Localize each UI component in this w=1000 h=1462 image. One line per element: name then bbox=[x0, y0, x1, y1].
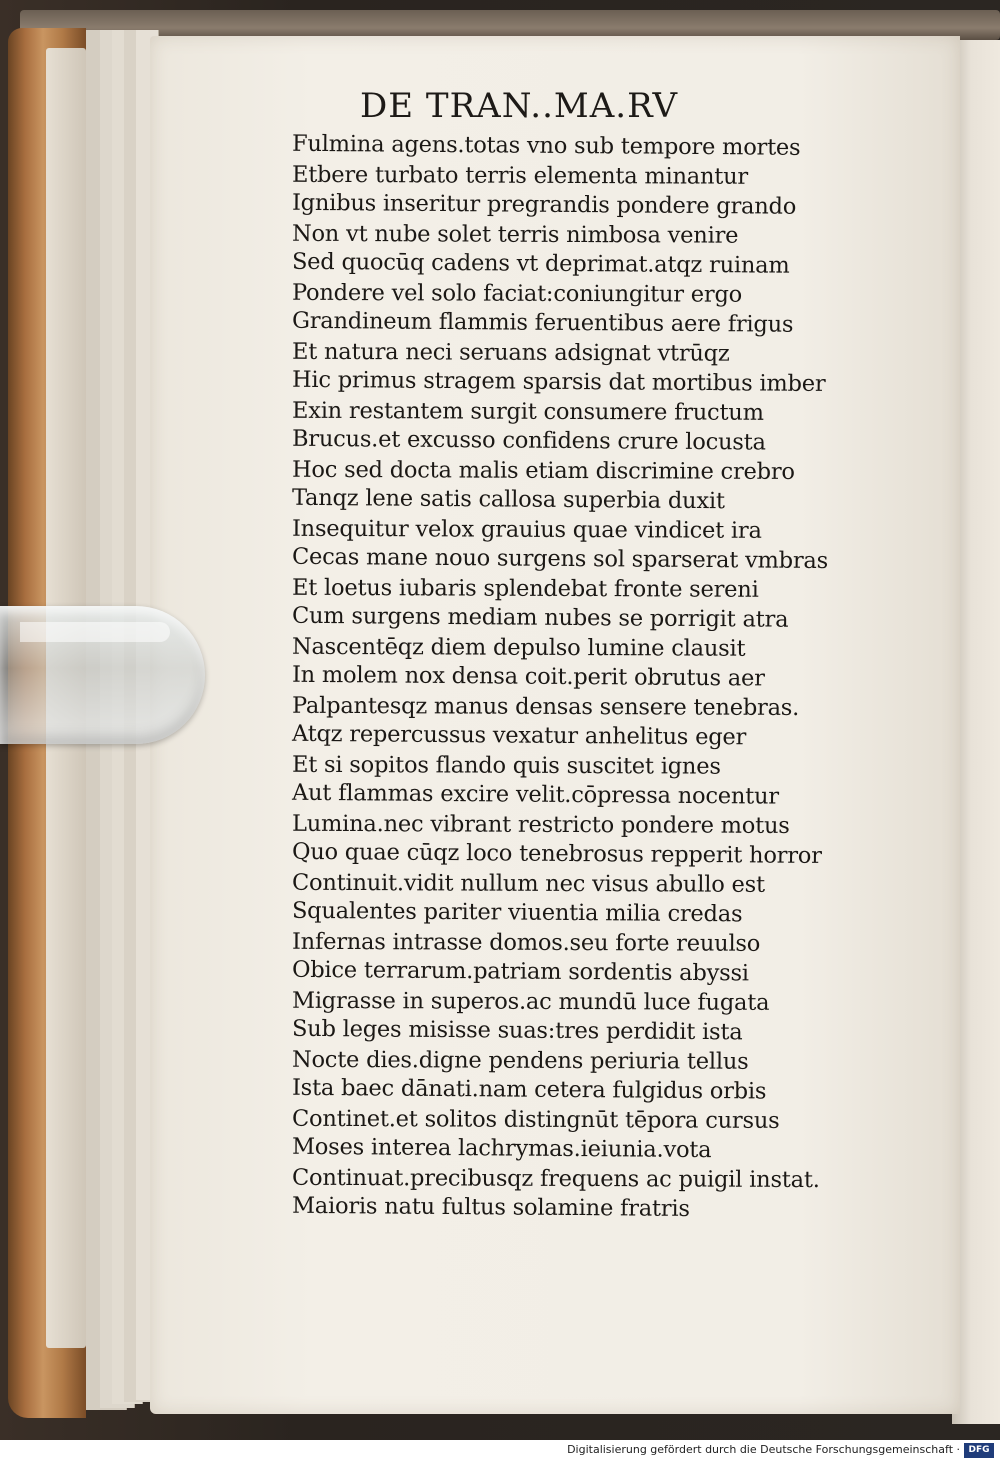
verse-line: Obice terrarum.patriam sordentis abyssi bbox=[291, 956, 749, 987]
verse-line: Continet.et solitos distingnūt tēpora cursus bbox=[291, 1105, 780, 1134]
verse-line: Et loetus iubaris splendebat fronte sereni bbox=[291, 574, 759, 603]
verse-line: Continuit.vidit nullum nec visus abullo est bbox=[291, 869, 765, 898]
verse-line: Continuat.precibusqz frequens ac puigil instat. bbox=[291, 1164, 820, 1193]
verse-line: Hic primus stragem sparsis dat mortibus imber bbox=[291, 366, 826, 397]
verse-line: Cecas mane nouo surgens sol sparserat vmbras bbox=[291, 543, 829, 575]
verse-line: Aut flammas excire velit.cōpressa nocentur bbox=[291, 779, 780, 810]
verse-line: Infernas intrasse domos.seu forte reuulso bbox=[291, 928, 761, 957]
verse-line: Brucus.et excusso confidens crure locusta bbox=[291, 425, 766, 456]
funding-credit: Digitalisierung gefördert durch die Deutsche Forschungsgemeinschaft · bbox=[567, 1443, 960, 1456]
verse-line: Atqz repercussus vexatur anhelitus eger bbox=[291, 720, 747, 751]
page-heading: DE TRAN..MA.RV bbox=[360, 86, 679, 126]
verse-line: Pondere vel solo faciat:coniungitur ergo bbox=[291, 279, 743, 308]
verse-line: Sub leges misisse suas:tres perdidit ista bbox=[291, 1015, 743, 1046]
verse-line: Et natura neci seruans adsignat vtrūqz bbox=[291, 338, 730, 367]
verse-line: Et si sopitos flando quis suscitet ignes bbox=[291, 751, 721, 780]
verse-line: Migrasse in superos.ac mundū luce fugata bbox=[291, 987, 770, 1016]
verse-line: Palpantesqz manus densas sensere tenebras. bbox=[291, 692, 800, 721]
verse-line: Etbere turbato terris elementa minantur bbox=[291, 161, 749, 190]
verse-line: Quo quae cūqz loco tenebrosus repperit horror bbox=[291, 838, 822, 869]
verse-line: Insequitur velox grauius quae vindicet ira bbox=[291, 515, 762, 544]
verse-line: In molem nox densa coit.perit obrutus aer bbox=[291, 661, 765, 692]
verse-line: Maioris natu fultus solamine fratris bbox=[291, 1192, 690, 1222]
verse-line: Ista baec dānati.nam cetera fulgidus orbis bbox=[291, 1074, 767, 1105]
verse-line: Lumina.nec vibrant restricto pondere motus bbox=[291, 810, 790, 839]
verse-text-block bbox=[292, 132, 852, 1224]
verse-line: Grandineum flammis feruentibus aere frigus bbox=[291, 307, 794, 338]
footer-bar bbox=[0, 1440, 1000, 1462]
verse-line: Exin restantem surgit consumere fructum bbox=[291, 397, 764, 426]
verse-line: Fulmina agens.totas vno sub tempore mortes bbox=[291, 130, 801, 161]
verse-line: Hoc sed docta malis etiam discrimine crebro bbox=[291, 456, 795, 485]
verse-line: Non vt nube solet terris nimbosa venire bbox=[291, 220, 739, 249]
verse-line: Tanqz lene satis callosa superbia duxit bbox=[291, 484, 725, 515]
verse-line: Cum surgens mediam nubes se porrigit atra bbox=[291, 602, 789, 633]
verse-line: Moses interea lachrymas.ieiunia.vota bbox=[291, 1133, 712, 1164]
verse-line: Ignibus inseritur pregrandis pondere grando bbox=[291, 189, 797, 220]
glass-weight-highlight bbox=[20, 622, 170, 642]
dfg-logo-icon: DFG bbox=[964, 1443, 994, 1458]
verse-line: Nocte dies.digne pendens periuria tellus bbox=[291, 1046, 749, 1075]
verse-line: Squalentes pariter viuentia milia credas bbox=[291, 897, 743, 928]
verse-line: Nascentēqz diem depulso lumine clausit bbox=[291, 633, 746, 662]
verse-line: Sed quocūq cadens vt deprimat.atqz ruinam bbox=[291, 248, 790, 279]
